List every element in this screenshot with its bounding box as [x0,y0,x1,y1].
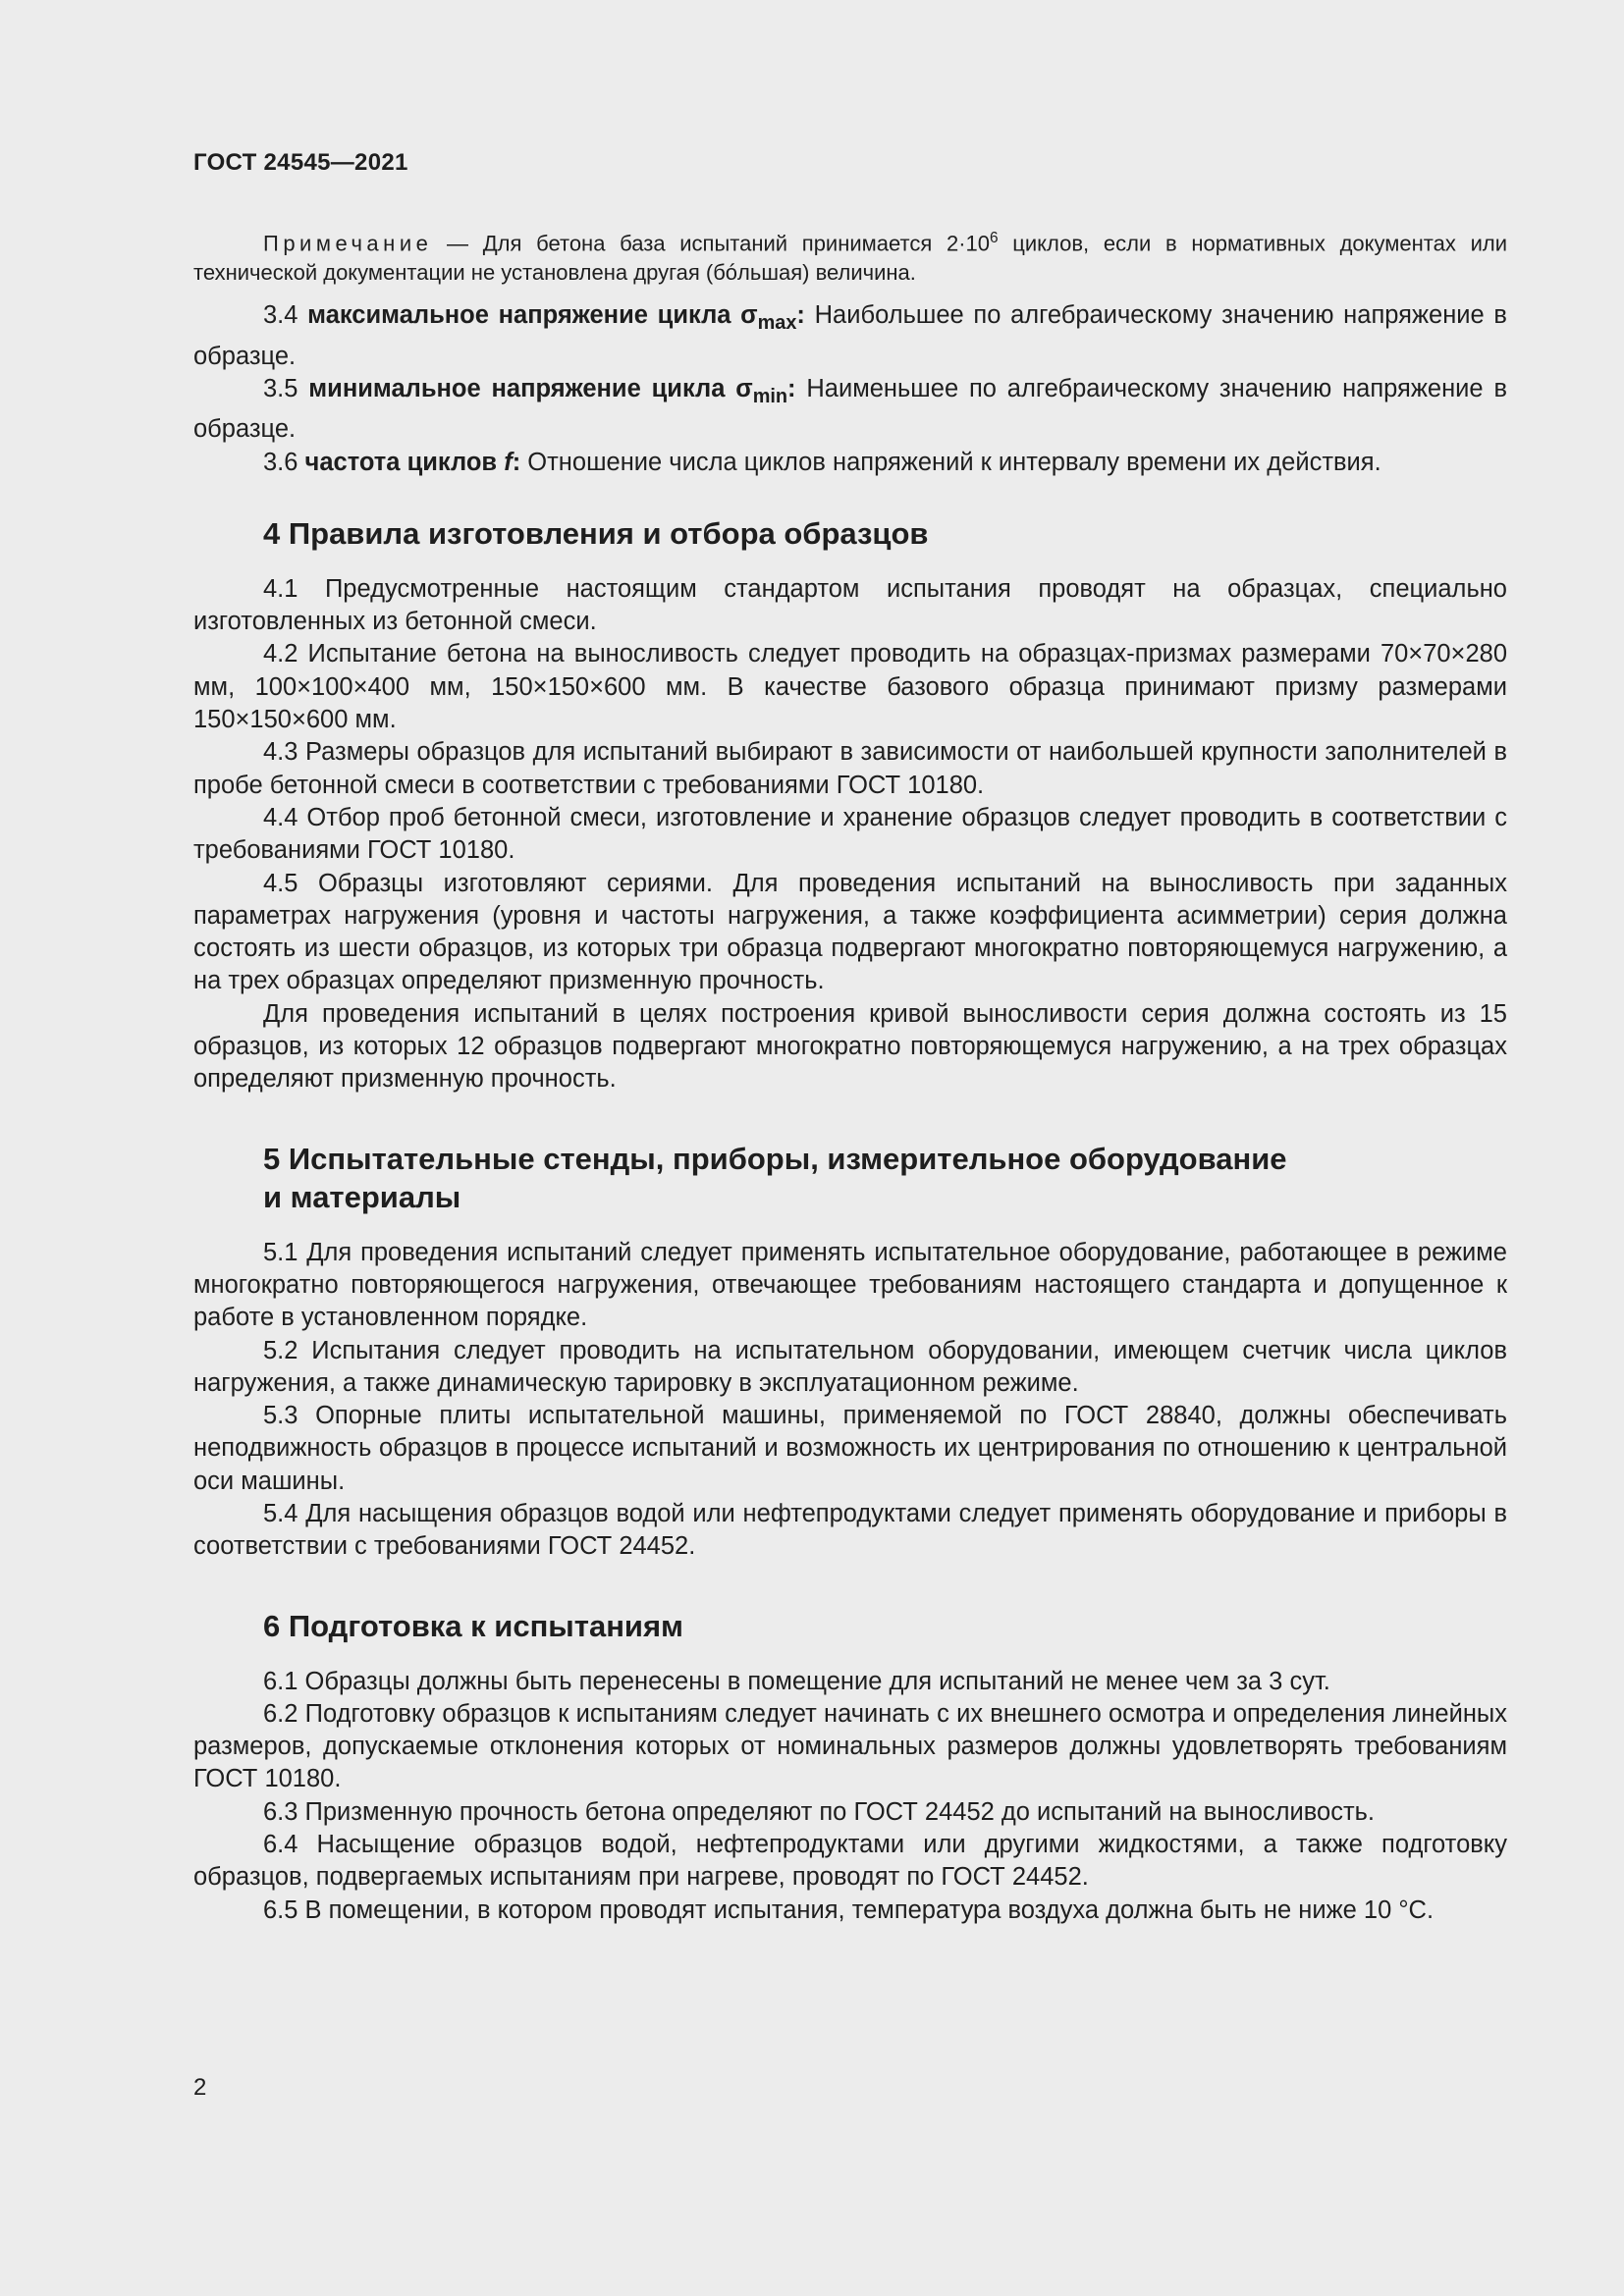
paragraph-4-5-continued: Для проведения испытаний в целях построения кривой выносливости серия должна состоять из 15 образцов, из которых 12 образцов подвергают многократно повторяющемуся нагружению, а на трех образцах определяют призменную прочность. [193,999,1507,1094]
definition-text: Отношение числа циклов напряжений к интервалу времени их действия. [520,448,1381,476]
section-6-heading: 6 Подготовка к испытаниям [263,1608,683,1643]
definition-number: 3.4 [263,301,308,330]
page-number: 2 [193,2074,207,2101]
paragraph-5-4: 5.4 Для насыщения образцов водой или нефтепродуктами следует применять оборудование и приборы в соответствии с требованиями ГОСТ 24452. [193,1499,1507,1561]
definition-number: 3.5 [263,375,309,403]
definition-text: Наибольшее по алгебраическому значению напряжение в образце. [193,301,1507,370]
note-text-after: циклов, если в нормативных документах или технической документации не установлена другая (бóльшая) величина. [193,231,1507,286]
definition-subscript: max [757,312,797,335]
paragraph-6-5: 6.5 В помещении, в котором проводят испытания, температура воздуха должна быть не ниже 10 °С. [263,1896,1435,1924]
paragraph-4-5: 4.5 Образцы изготовляют сериями. Для проведения испытаний на выносливость при заданных параметрах нагружения (уровня и частоты нагружения, а также коэффициента асимметрии) серия должна состоять из шести образцов, из которых три образца подвергают многократно повторяющемуся нагружению, а на трех образцах определяют призменную прочность. [193,869,1507,995]
paragraph-5-1: 5.1 Для проведения испытаний следует применять испытательное оборудование, работающее в режиме многократно повторяющегося нагружения, отвечающее требованиям настоящего стандарта и допущенное к работе в установленном порядке. [193,1238,1507,1332]
paragraph-6-4: 6.4 Насыщение образцов водой, нефтепродуктами или другими жидкостями, а также подготовку образцов, подвергаемых испытаниям при нагреве, проводят по ГОСТ 24452. [193,1831,1507,1892]
paragraph-6-1: 6.1 Образцы должны быть перенесены в помещение для испытаний не менее чем за 3 сут. [263,1667,1330,1695]
paragraph-4-3: 4.3 Размеры образцов для испытаний выбирают в зависимости от наибольшей крупности заполнителей в пробе бетонной смеси в соответствии с требованиями ГОСТ 10180. [193,738,1507,799]
definition-text: Наименьшее по алгебраическому значению напряжение в образце. [193,375,1507,444]
definition-3-5 [193,373,1507,447]
paragraph-5-2: 5.2 Испытания следует проводить на испытательном оборудовании, имеющем счетчик числа циклов нагружения, а также динамическую тарировку в эксплуатационном режиме. [193,1336,1507,1397]
note-exponent: 6 [990,230,999,246]
paragraph-4-2: 4.2 Испытание бетона на выносливость следует проводить на образцах-призмах размерами 70×70×280 мм, 100×100×400 мм, 150×150×600 мм. В качестве базового образца принимают призму размерами 150×150×600 мм. [193,640,1507,734]
definition-3-4 [193,299,1507,373]
section-5-heading-line1: 5 Испытательные стенды, приборы, измерительное оборудование [263,1141,1287,1176]
paragraph-4-4: 4.4 Отбор проб бетонной смеси, изготовление и хранение образцов следует проводить в соответствии с требованиями ГОСТ 10180. [193,803,1507,865]
document-header: ГОСТ 24545—2021 [193,149,408,176]
document-body [193,224,1507,1927]
section-5-heading [193,1140,1507,1216]
definition-subscript: min [752,385,788,407]
note-label: Примечание [263,231,433,256]
definition-colon: : [787,375,796,403]
section-4-heading: 4 Правила изготовления и отбора образцов [263,515,929,551]
definition-term: минимальное напряжение цикла σ [308,375,753,403]
definition-number: 3.6 [263,448,305,476]
paragraph-6-3: 6.3 Призменную прочность бетона определяют по ГОСТ 24452 до испытаний на выносливость. [263,1797,1375,1826]
note-paragraph [193,224,1507,288]
definition-variable: f [504,448,513,476]
definition-term: максимальное напряжение цикла σ [307,301,758,330]
paragraph-6-2: 6.2 Подготовку образцов к испытаниям следует начинать с их внешнего осмотра и определения линейных размеров, допускаемые отклонения которых от номинальных размеров должны удовлетворять требованиям ГОСТ 10180. [193,1699,1507,1793]
definition-colon: : [796,301,805,330]
definition-3-6 [193,447,1507,479]
paragraph-5-3: 5.3 Опорные плиты испытательной машины, применяемой по ГОСТ 28840, должны обеспечивать неподвижность образцов в процессе испытаний и возможность их центрирования по отношению к центральной оси машины. [193,1402,1507,1495]
definition-colon: : [512,448,521,476]
paragraph-4-1: 4.1 Предусмотренные настоящим стандартом испытания проводят на образцах, специально изготовленных из бетонной смеси. [193,574,1507,636]
section-5-heading-line2: и материалы [263,1179,461,1214]
note-text-before: — Для бетона база испытаний принимается 2·10 [432,231,991,256]
definition-term: частота циклов [304,448,505,476]
